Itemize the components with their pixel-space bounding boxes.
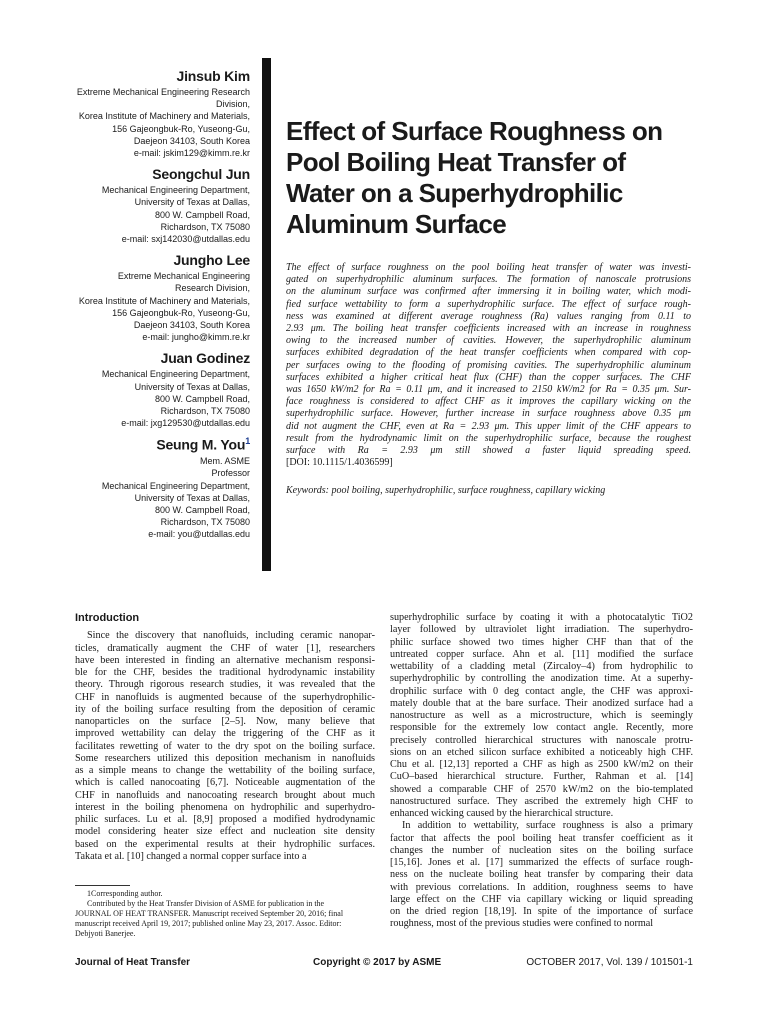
- abstract-line: result from the hydrodynamic limit on the superhydrophilic surface, because the roughest: [286, 432, 691, 444]
- author-block: [60, 68, 250, 159]
- doi: [DOI: 10.1115/1.4036599]: [286, 457, 393, 469]
- abstract: [286, 262, 691, 469]
- body-text-line: nanostructure as well as a microstructure, which is seemingly: [390, 710, 693, 721]
- author-affiliation-line: Extreme Mechanical Engineering Research: [76, 87, 250, 97]
- abstract-line: fied surface wettability to form a superhydrophilic surface. The effect of surface rough-: [286, 298, 691, 310]
- author-name: [60, 436, 250, 453]
- title-line: Effect of Surface Roughness on: [286, 116, 663, 146]
- author-name-text: Seung M. You: [156, 437, 246, 454]
- body-text-line: facilitates rewetting of water to the dry spot on the boiling surface.: [75, 740, 375, 752]
- body-text-line: have been interested in finding an alternative mechanism responsi-: [75, 654, 375, 666]
- page-footer: [75, 957, 693, 971]
- body-text-line: theory. Through rigorous research studies, it was revealed that the: [75, 679, 375, 691]
- body-text-line: CHF in nanofluids is augmented because of the superhydrophilic-: [75, 691, 375, 703]
- author-affiliation-line: e-mail: you@utdallas.edu: [148, 529, 250, 540]
- abstract-line: surfaces exhibited degradation of the heat transfer coefficients when compared with cop-: [286, 347, 691, 359]
- author-affiliation-line: University of Texas at Dallas,: [134, 492, 250, 503]
- section-heading-introduction: Introduction: [75, 612, 140, 624]
- footnote-line: manuscript received April 19, 2017; published online May 23, 2017. Assoc. Editor:: [75, 919, 342, 928]
- body-text-line: layer followed by ultraviolet light irradiation. The superhydro-: [390, 624, 693, 636]
- abstract-line: owing to the increased number of cavities. However, the superhydrophilic aluminum: [286, 335, 691, 347]
- body-text-line: roughness, most of the previous studies were confined to normal: [390, 918, 654, 930]
- author-affiliation-line: 156 Gajeongbuk-Ro, Yuseong-Gu,: [112, 307, 250, 318]
- abstract-line: gated on superhydrophilic aluminum surfaces. The formation of nanoscale protrusions: [286, 274, 691, 286]
- body-column-left: [75, 612, 375, 863]
- author-name: [60, 252, 250, 268]
- body-text-line: ble for the CHF, besides the traditional hydrodynamic instability: [75, 667, 375, 678]
- body-text-line: wettability of a cladding metal (Zircaloy–4) from hydrophilic to: [390, 661, 693, 672]
- author-affiliation-line: Mechanical Engineering Department,: [101, 480, 250, 491]
- body-text-line: mately double that at the bare surface. Their anodized surface had a: [390, 697, 693, 709]
- body-text-line: based on the experimental results at their hydrophilic surfaces.: [75, 838, 375, 850]
- body-text-line: showed a comparable CHF of 2570 kW/m2 on the bio-templated: [390, 783, 693, 795]
- author-block: [60, 436, 250, 540]
- abstract-line: 2.93 μm. The boiling heat transfer coefficients increased with an increase in roughness: [286, 323, 691, 335]
- title-line: Aluminum Surface: [286, 209, 507, 239]
- author-affiliation-line: Daejeon 34103, South Korea: [133, 320, 250, 331]
- body-text-line: interest in the boiling phenomena on hydrophilic and superhydro-: [75, 801, 375, 813]
- footnote-rule: [75, 885, 130, 886]
- body-text-line: which is called nanocoating [6,7]. Noticeable augmentation of the: [75, 777, 375, 789]
- author-affiliation-line: University of Texas at Dallas,: [134, 381, 250, 392]
- author-affiliation-line: Richardson, TX 75080: [160, 221, 250, 232]
- body-text-line: with previous correlations. In addition, roughness seems to have: [390, 881, 693, 893]
- body-text-line: nanoparticles on the surface [2–5]. Now, many believe that: [75, 716, 375, 727]
- body-text-line: [15,16]. Jones et al. [17] summarized the effects of surface rough-: [390, 857, 693, 868]
- body-text-line: Takata et al. [10] changed a normal copper surface into a: [75, 850, 307, 862]
- body-text-line: changes the number of nucleation sites on the boiling surface: [390, 844, 693, 856]
- abstract-line: superhydrophilic surface. However, further increase in surface roughness above 0.35 μm: [286, 408, 691, 420]
- footnote-line: 1Corresponding author.: [87, 889, 163, 898]
- abstract-line: ness was examined at different average roughness (Ra) values ranging from 0.11 to: [286, 310, 691, 322]
- author-affiliation-line: 800 W. Campbell Road,: [154, 504, 250, 515]
- body-text-line: In addition to wettability, surface roughness is also a primary: [402, 820, 693, 832]
- author-name-text: Seongchul Jun: [152, 166, 250, 183]
- author-affiliation-line: Korea Institute of Machinery and Materials,: [78, 295, 250, 306]
- body-text-line: precisely controlled hierarchical structures with nanoscale protru-: [390, 734, 693, 746]
- author-affiliation-line: 800 W. Campbell Road,: [154, 209, 250, 220]
- body-text-line: ness on the nucleate boiling heat transfer by comparing their data: [390, 869, 693, 881]
- author-affiliation-line: 156 Gajeongbuk-Ro, Yuseong-Gu,: [112, 123, 250, 134]
- body-text-line: superhydrophilic surface by coating it with a photocatalytic TiO2: [390, 612, 693, 623]
- author-name-text: Juan Godinez: [160, 350, 250, 367]
- author-affiliation-line: Korea Institute of Machinery and Materials,: [78, 111, 250, 122]
- abstract-line: on the aluminum surface was confirmed after immersing it in boiling water, which modi-: [286, 286, 691, 298]
- body-text-line: enhanced wicking caused by the hierarchical structure.: [390, 808, 614, 819]
- body-text-line: as a simple means to change the wettability of the boiling surface,: [75, 765, 375, 776]
- author-affiliation-line: e-mail: jskim129@kimm.re.kr: [133, 148, 250, 159]
- title-divider-bar: [262, 58, 271, 571]
- author-affiliation-line: Professor: [211, 468, 250, 479]
- body-text-line: nanostructured surface. They ascribed the extremely high CHF to: [390, 795, 693, 807]
- body-text-line: Chu et al. [12,13] reported a CHF as high as 2500 kW/m2 on their: [390, 759, 693, 770]
- author-affiliation-line: University of Texas at Dallas,: [134, 197, 250, 208]
- body-text-line: Some researchers utilized this deposition mechanism in nanofluids: [75, 752, 375, 764]
- abstract-line: surfaces exhibited a higher critical heat flux (CHF) than the copper surfaces. The CHF: [286, 371, 691, 383]
- body-text-line: philic surface showed two times higher CHF than that of the: [390, 636, 693, 648]
- body-text-line: drophilic surface with 0 deg contact angle, the CHF was approxi-: [390, 685, 693, 697]
- abstract-line: was 1650 kW/m2 for Ra = 0.11 μm, and it increased to 2150 kW/m2 for Ra = 0.35 μm. Sur-: [286, 384, 691, 396]
- author-affiliation-line: Division,: [215, 99, 250, 110]
- author-name-text: Jungho Lee: [173, 252, 250, 269]
- footer-copyright: Copyright © 2017 by ASME: [313, 957, 442, 968]
- footnote: [75, 889, 375, 939]
- keywords: Keywords: pool boiling, superhydrophilic, surface roughness, capillary wicking: [286, 485, 606, 496]
- body-text-line: ity of the boiling surface resulting from the deposition of ceramic: [75, 703, 375, 715]
- author-affiliation-line: Mechanical Engineering Department,: [101, 185, 250, 196]
- author-block: [60, 350, 250, 429]
- author-name-text: Jinsub Kim: [176, 68, 250, 84]
- body-text-line: factor that affects the pool boiling heat transfer coefficient as it: [390, 832, 693, 844]
- body-text-line: superhydrophilic by controlling the anodization time. At a superhy-: [390, 673, 693, 685]
- author-list: [60, 68, 250, 548]
- body-text-line: ticles, dramatically augment the CHF of water [1], researchers: [75, 642, 375, 654]
- body-text-line: large effect on the CHF via capillary wicking or liquid spreading: [390, 893, 693, 905]
- body-text-line: responsible for the extremely low contact angle. Recently, more: [390, 722, 693, 734]
- body-text-line: sions on an etched silicon surface exhibited a noticeably high CHF.: [390, 746, 693, 758]
- author-affiliation-line: Richardson, TX 75080: [160, 517, 250, 528]
- abstract-line: surface with Ra = 2.93 μm still showed a faster liquid spreading speed.: [286, 445, 691, 457]
- body-text-line: philic surfaces. Lu et al. [8,9] proposed a modified hydrodynamic: [75, 814, 375, 825]
- footnote-line: JOURNAL OF HEAT TRANSFER. Manuscript received September 20, 2016; final: [75, 909, 344, 918]
- author-affiliation-line: e-mail: sxj142030@utdallas.edu: [121, 234, 250, 245]
- author-name: [60, 68, 250, 84]
- body-text-line: improved wettability can delay the triggering of the CHF as it: [75, 728, 375, 740]
- author-affiliation-line: e-mail: jungho@kimm.re.kr: [142, 332, 250, 343]
- author-affiliation-line: e-mail: jxg129530@utdallas.edu: [121, 418, 250, 429]
- body-text-line: model considering heater size effect and nucleation site density: [75, 826, 375, 838]
- body-text-line: untreated copper surface. Ahn et al. [11] modified the surface: [390, 648, 693, 660]
- author-name: [60, 350, 250, 366]
- body-text-line: Since the discovery that nanofluids, including ceramic nanopar-: [87, 630, 375, 642]
- article-title: [286, 116, 726, 240]
- footnote-line: Debjyoti Banerjee.: [75, 929, 136, 938]
- author-affiliation-line: Mechanical Engineering Department,: [101, 369, 250, 380]
- footer-issue-info: OCTOBER 2017, Vol. 139 / 101501-1: [526, 957, 693, 968]
- abstract-line: The effect of surface roughness on the pool boiling heat transfer of water was investi-: [286, 262, 691, 273]
- body-text-line: on the dried region [18,19]. In spite of the importance of surface: [390, 906, 693, 917]
- body-column-right: [390, 612, 693, 931]
- body-text-line: CHF in nanofluids and nanocoating research brought about much: [75, 789, 375, 801]
- title-line: Pool Boiling Heat Transfer of: [286, 147, 626, 177]
- author-name: [60, 166, 250, 182]
- corresponding-author-mark: 1: [245, 436, 250, 447]
- title-line: Water on a Superhydrophilic: [286, 178, 623, 208]
- author-affiliation-line: Research Division,: [174, 283, 250, 294]
- author-affiliation-line: Daejeon 34103, South Korea: [133, 135, 250, 146]
- body-text-line: CuO–based hierarchical structure. Further, Rahman et al. [14]: [390, 771, 693, 783]
- author-affiliation-line: Richardson, TX 75080: [160, 406, 250, 417]
- author-affiliation-line: Mem. ASME: [199, 456, 250, 467]
- abstract-line: did not augment the CHF, even at Ra = 2.93 μm. This upper limit of the CHF appears to: [286, 420, 691, 432]
- footnote-line: Contributed by the Heat Transfer Division of ASME for publication in the: [87, 899, 325, 908]
- author-block: [60, 166, 250, 245]
- author-affiliation-line: 800 W. Campbell Road,: [154, 393, 250, 404]
- footer-journal-name: Journal of Heat Transfer: [75, 957, 191, 968]
- author-affiliation-line: Extreme Mechanical Engineering: [117, 271, 250, 282]
- author-block: [60, 252, 250, 343]
- abstract-line: per surfaces owing to the flooding of promising cavities. The superhydrophilic aluminum: [286, 359, 691, 371]
- abstract-line: face roughness is considered to affect CHF as it improves the capillary wicking on the: [286, 396, 691, 408]
